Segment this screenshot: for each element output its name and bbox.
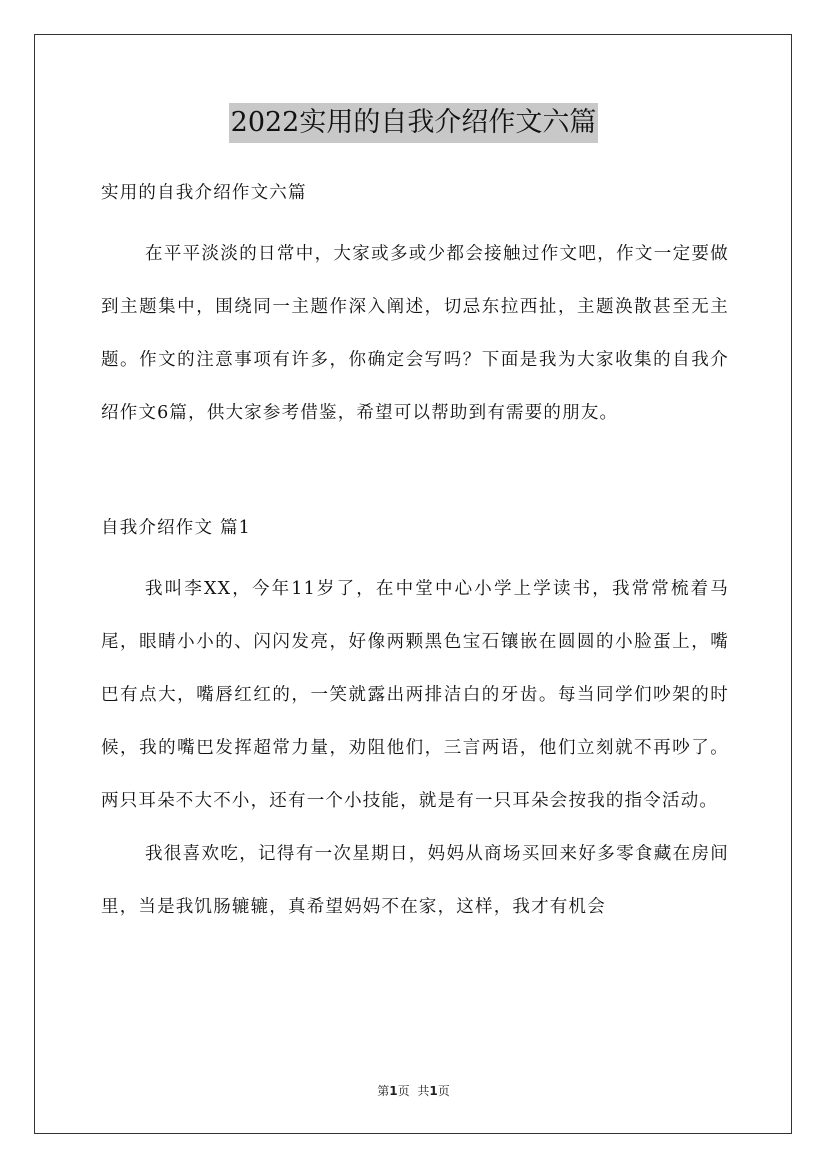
intro-paragraph: 在平平淡淡的日常中，大家或多或少都会接触过作文吧，作文一定要做到主题集中，围绕同一主题作深入阐述，切忌东拉西扯，主题涣散甚至无主题。作文的注意事项有许多，你确定会写吗？下面是我为大家收集的自我介绍作文6篇，供大家参考借鉴，希望可以帮助到有需要的朋友。	[101, 244, 729, 423]
total-pages: 1	[429, 1084, 438, 1098]
page-current: 1	[389, 1084, 398, 1098]
document-title: 2022实用的自我介绍作文六篇	[229, 103, 599, 143]
total-prefix: 共	[417, 1084, 430, 1098]
section-heading: 自我介绍作文 篇1	[101, 518, 251, 538]
document-subtitle: 实用的自我介绍作文六篇	[101, 183, 307, 203]
title-container	[0, 103, 827, 143]
section-spacer	[101, 440, 729, 510]
total-suffix: 页	[437, 1084, 450, 1098]
paragraph-2: 我很喜欢吃，记得有一次星期日，妈妈从商场买回来好多零食藏在房间里，当是我饥肠辘辘，真希望妈妈不在家，这样，我才有机会	[101, 844, 729, 917]
page-prefix: 第	[377, 1084, 390, 1098]
document-body	[101, 175, 729, 934]
page-suffix: 页	[397, 1084, 410, 1098]
page-footer	[0, 1082, 827, 1099]
paragraph-1: 我叫李XX，今年11岁了，在中堂中心小学上学读书，我常常梳着马尾，眼睛小小的、闪闪发亮，好像两颗黑色宝石镶嵌在圆圆的小脸蛋上，嘴巴有点大，嘴唇红红的，一笑就露出两排洁白的牙齿。每当同学们吵架的时候，我的嘴巴发挥超常力量，劝阻他们，三言两语，他们立刻就不再吵了。两只耳朵不大不小，还有一个小技能，就是有一只耳朵会按我的指令活动。	[101, 579, 729, 811]
